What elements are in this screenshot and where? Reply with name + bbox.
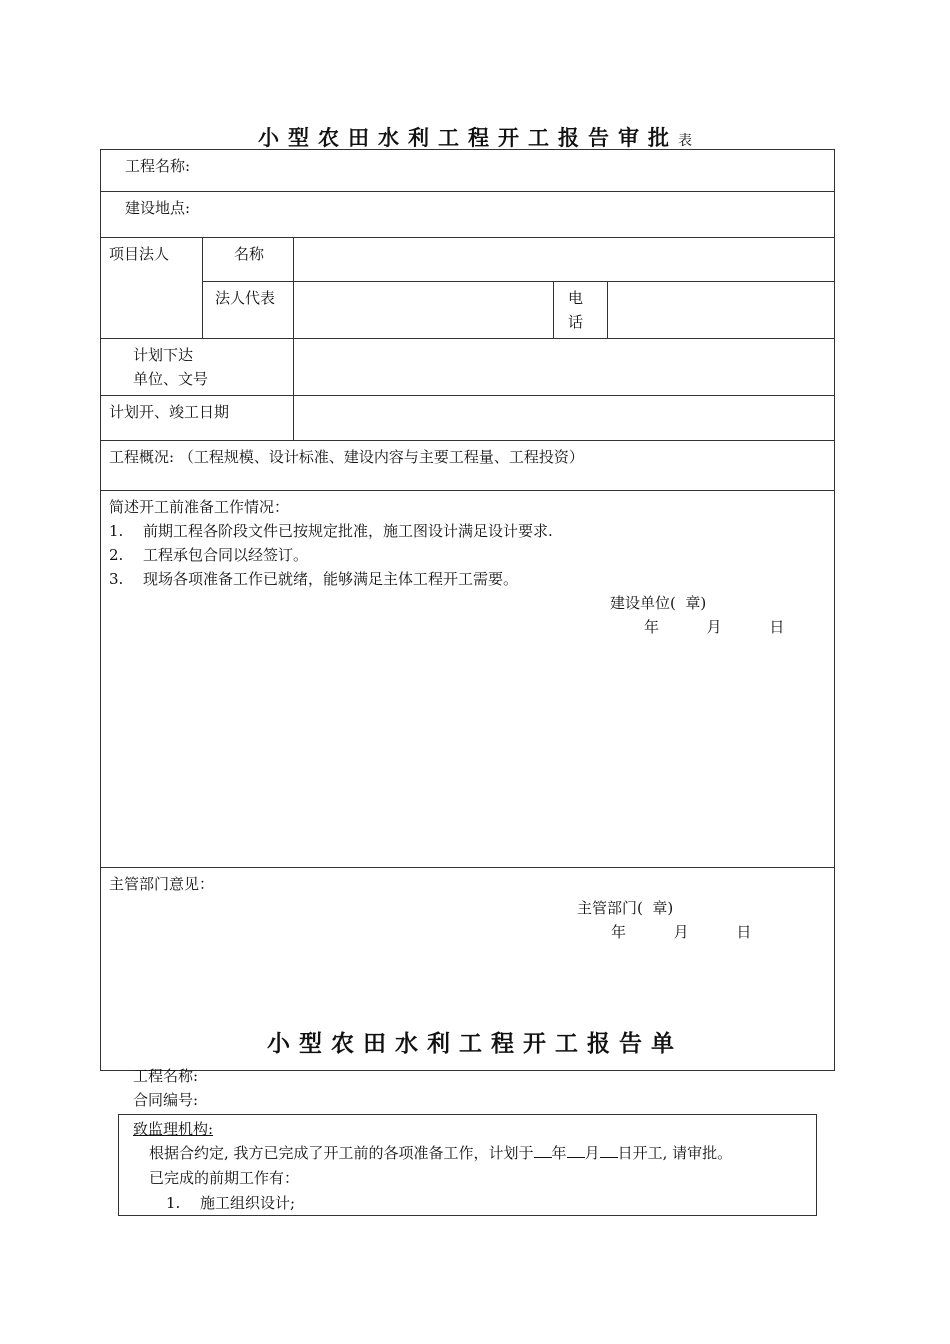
year-blank[interactable]	[534, 1143, 552, 1158]
row-project-name	[101, 150, 835, 192]
plan-unit-label-line1: 计划下达	[133, 346, 194, 364]
overview-label: 工程概况: （工程规模、设计标准、建设内容与主要工程量、工程投资）	[109, 448, 584, 466]
body-year-label: 年	[551, 1144, 567, 1162]
prep-item-number: 1.	[109, 522, 124, 540]
prep-item	[109, 567, 826, 591]
name-value-cell[interactable]	[294, 238, 835, 282]
row-plan-unit	[101, 339, 835, 396]
plan-unit-label	[101, 339, 294, 396]
phone-value-cell[interactable]	[608, 282, 835, 339]
prep-item-text: 工程承包合同以经签订。	[143, 546, 309, 564]
location-label: 建设地点:	[125, 199, 191, 217]
form2-item-text: 施工组织设计;	[200, 1194, 296, 1212]
project-name-label: 工程名称:	[125, 157, 191, 175]
phone-label-line2: 话	[568, 313, 584, 331]
prep-item-number: 2.	[109, 546, 124, 564]
form2-project-name: 工程名称:	[133, 1067, 199, 1085]
row-legal-rep	[101, 282, 835, 339]
dept-seal: 主管部门( 章)	[577, 899, 674, 917]
form2-body-text	[149, 1141, 732, 1165]
plan-dates-label: 计划开、竣工日期	[101, 396, 294, 441]
legal-person-label: 项目法人	[101, 238, 203, 339]
form1-title-suffix: 表	[678, 133, 692, 149]
prep-item	[109, 519, 826, 543]
row-location	[101, 192, 835, 238]
phone-label	[554, 282, 608, 339]
prep-item-number: 3.	[109, 570, 124, 588]
prep-item-text: 前期工程各阶段文件已按规定批准，施工图设计满足设计要求.	[143, 522, 553, 540]
row-legal-name	[101, 238, 835, 282]
done-label: 已完成的前期工作有：	[149, 1169, 300, 1187]
row-preparation	[101, 491, 835, 868]
form1-title-main: 小型农田水利工程开工报告审批	[258, 126, 678, 150]
name-label: 名称	[203, 238, 294, 282]
prep-item	[109, 543, 826, 567]
to-supervisor-label: 致监理机构:	[133, 1120, 214, 1138]
plan-unit-label-line2: 单位、文号	[133, 370, 209, 388]
prep-label: 简述开工前准备工作情况：	[109, 498, 290, 516]
approval-form-table	[100, 149, 835, 1071]
project-name-cell[interactable]	[101, 150, 835, 192]
dept-opinion-label: 主管部门意见：	[109, 875, 215, 893]
form2-box	[118, 1114, 817, 1216]
day-blank[interactable]	[600, 1143, 618, 1158]
row-plan-dates	[101, 396, 835, 441]
dept-date: 年 月 日	[611, 923, 752, 941]
legal-rep-label: 法人代表	[203, 282, 294, 339]
prep-item-text: 现场各项准备工作已就绪，能够满足主体工程开工需要。	[143, 570, 519, 588]
location-cell[interactable]	[101, 192, 835, 238]
month-blank[interactable]	[567, 1143, 585, 1158]
builder-date: 年 月 日	[644, 618, 785, 636]
form2-title: 小型农田水利工程开工报告单	[267, 1031, 683, 1057]
form1-title	[0, 122, 950, 152]
plan-unit-value-cell[interactable]	[294, 339, 835, 396]
phone-label-line1: 电	[568, 289, 584, 307]
form2-contract-no: 合同编号:	[133, 1091, 199, 1109]
preparation-cell[interactable]	[101, 491, 835, 868]
overview-cell[interactable]	[101, 441, 835, 491]
body-text-part1: 根据合约定, 我方已完成了开工前的各项准备工作，计划于	[149, 1144, 534, 1162]
form2-item	[166, 1191, 295, 1215]
plan-dates-value-cell[interactable]	[294, 396, 835, 441]
legal-rep-value-cell[interactable]	[294, 282, 554, 339]
row-overview	[101, 441, 835, 491]
builder-seal: 建设单位( 章)	[610, 594, 707, 612]
form2-item-number: 1.	[166, 1194, 181, 1212]
body-month-label: 月	[584, 1144, 600, 1162]
body-text-part2: 日开工, 请审批。	[617, 1144, 733, 1162]
